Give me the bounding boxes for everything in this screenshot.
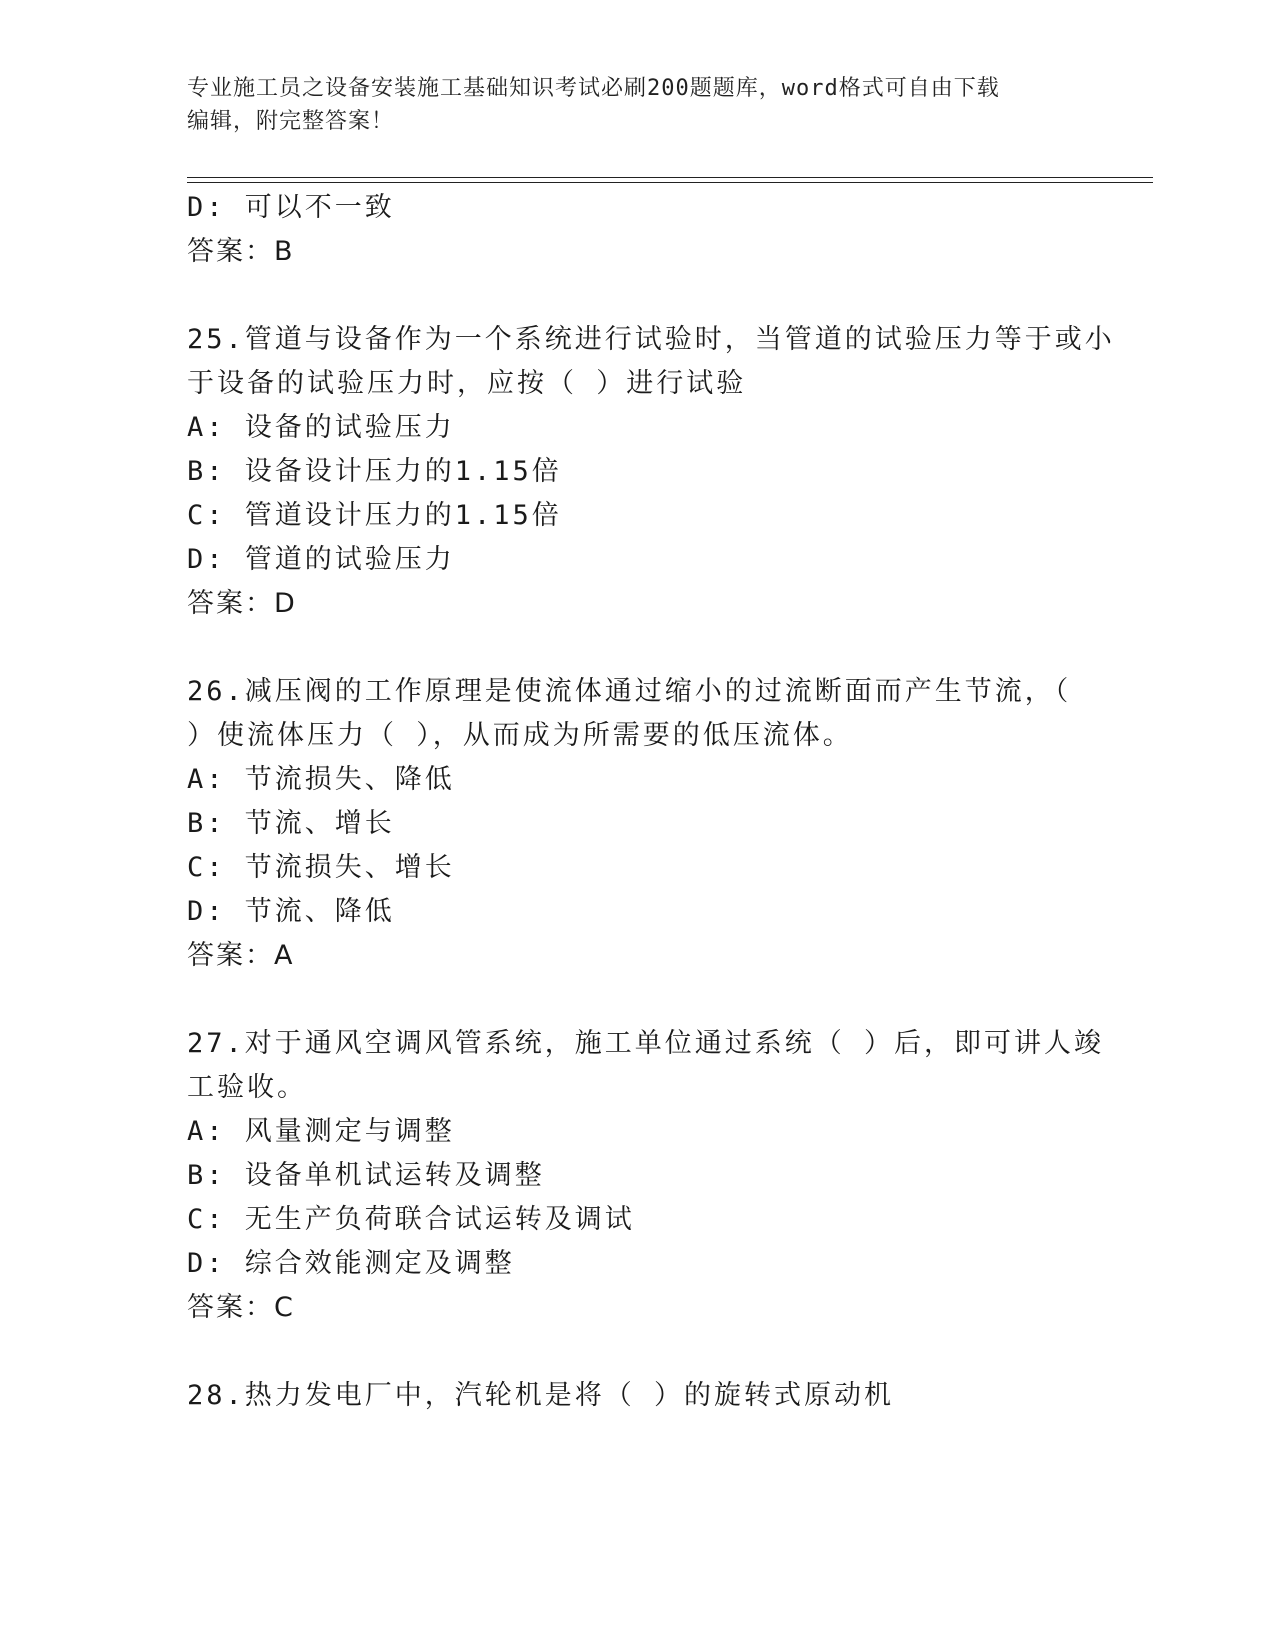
header-title-line-2: 编辑，附完整答案！ [187, 109, 395, 134]
q26-stem-line-2: ）使流体压力（ ），从而成为所需要的低压流体。 [187, 720, 853, 751]
document-header [187, 72, 1087, 138]
q27-stem-line-1: 27.对于通风空调风管系统，施工单位通过系统（ ）后，即可讲人竣 [187, 1028, 1105, 1059]
q25-option-b: B: 设备设计压力的1.15倍 [187, 456, 562, 487]
prev-answer: 答案：B [187, 236, 295, 267]
q27-stem-line-2: 工验收。 [187, 1072, 307, 1103]
q25-option-c: C: 管道设计压力的1.15倍 [187, 500, 562, 531]
q26-option-d: D: 节流、降低 [187, 896, 395, 927]
q25-answer: 答案：D [187, 588, 297, 619]
q26-option-b: B: 节流、增长 [187, 808, 395, 839]
q26-answer: 答案：A [187, 940, 295, 971]
q26-option-c: C: 节流损失、增长 [187, 852, 455, 883]
q27-option-a: A: 风量测定与调整 [187, 1116, 455, 1147]
q25-stem-line-1: 25.管道与设备作为一个系统进行试验时，当管道的试验压力等于或小 [187, 324, 1115, 355]
q25-stem-line-2: 于设备的试验压力时，应按（ ）进行试验 [187, 368, 747, 399]
header-divider-bottom [187, 182, 1153, 183]
q25-option-a: A: 设备的试验压力 [187, 412, 455, 443]
prev-option-d: D: 可以不一致 [187, 192, 395, 223]
q28-stem-line-1: 28.热力发电厂中，汽轮机是将（ ）的旋转式原动机 [187, 1380, 895, 1411]
header-divider-top [187, 177, 1153, 178]
q27-option-c: C: 无生产负荷联合试运转及调试 [187, 1204, 635, 1235]
q26-option-a: A: 节流损失、降低 [187, 764, 455, 795]
q27-answer: 答案：C [187, 1292, 295, 1323]
q27-option-d: D: 综合效能测定及调整 [187, 1248, 515, 1279]
q25-option-d: D: 管道的试验压力 [187, 544, 455, 575]
q27-option-b: B: 设备单机试运转及调整 [187, 1160, 545, 1191]
header-title-line-1: 专业施工员之设备安装施工基础知识考试必刷200题题库，word格式可自由下载 [187, 76, 1000, 101]
q26-stem-line-1: 26.减压阀的工作原理是使流体通过缩小的过流断面而产生节流，（ [187, 676, 1072, 707]
